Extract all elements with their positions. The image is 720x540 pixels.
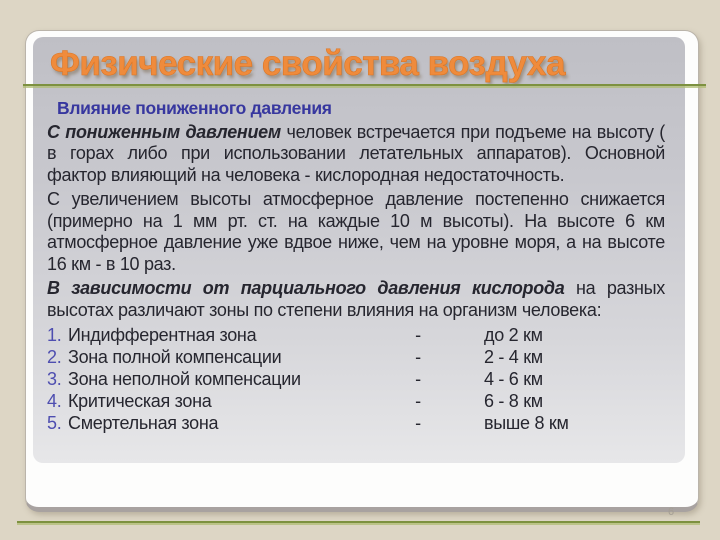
slide-body: [47, 98, 665, 434]
page-number: 6: [668, 506, 675, 518]
slide-title: Физические свойства воздуха: [50, 44, 565, 83]
paragraph-lead: С пониженным давлением: [47, 121, 287, 142]
zone-row: [47, 390, 665, 412]
zone-number: 4.: [47, 391, 62, 411]
zone-range: 2 - 4 км: [484, 347, 543, 367]
zone-dash: -: [415, 325, 421, 345]
zone-number: 1.: [47, 325, 62, 345]
zone-row: [47, 368, 665, 390]
section-heading: Влияние пониженного давления: [57, 98, 332, 118]
zone-dash: -: [415, 391, 421, 411]
zone-name: Критическая зона: [68, 391, 212, 411]
zone-name: Зона полной компенсации: [68, 347, 282, 367]
zones-list: [47, 324, 665, 434]
zone-range: 4 - 6 км: [484, 369, 543, 389]
zone-dash: -: [415, 369, 421, 389]
bottom-accent-line: [17, 521, 700, 523]
zone-name: Индифферентная зона: [68, 325, 257, 345]
zone-row: [47, 324, 665, 346]
zone-name: Зона неполной компенсации: [68, 369, 301, 389]
zone-dash: -: [415, 347, 421, 367]
zone-range: до 2 км: [484, 325, 543, 345]
zone-row: [47, 412, 665, 434]
zone-range: выше 8 км: [484, 413, 569, 433]
zone-range: 6 - 8 км: [484, 391, 543, 411]
zone-row: [47, 346, 665, 368]
top-accent-line: [23, 84, 706, 86]
zone-number: 5.: [47, 413, 62, 433]
paragraph-text: С увеличением высоты атмосферное давление постепенно снижается (примерно на 1 мм рт. ст. на каждые 10 м высоты). На высоте 6 км атмосферное давление уже вдвое ниже, чем на уровне моря, а на высоте 16 км - в 10 раз.: [47, 189, 665, 274]
paragraph-lead: В зависимости от парциального давления кислорода: [47, 278, 576, 298]
zone-number: 2.: [47, 347, 62, 367]
paragraph-oxygen-partial-pressure: [47, 278, 665, 321]
zone-name: Смертельная зона: [68, 413, 219, 433]
slide-card: [25, 30, 699, 512]
paragraph-text: человек встречается при подъеме на высоту ( в горах либо при использовании летательных аппаратов). Основной фактор влияющий на человека - кислородная недостаточность.: [47, 121, 665, 185]
paragraph-text: на разных высотах различают зоны по степени влияния на организм человека:: [47, 278, 665, 320]
zone-number: 3.: [47, 369, 62, 389]
content-panel: [33, 37, 685, 463]
zone-dash: -: [415, 413, 421, 433]
paragraph-low-pressure: [47, 122, 665, 187]
paragraph-altitude-pressure: [47, 189, 665, 275]
